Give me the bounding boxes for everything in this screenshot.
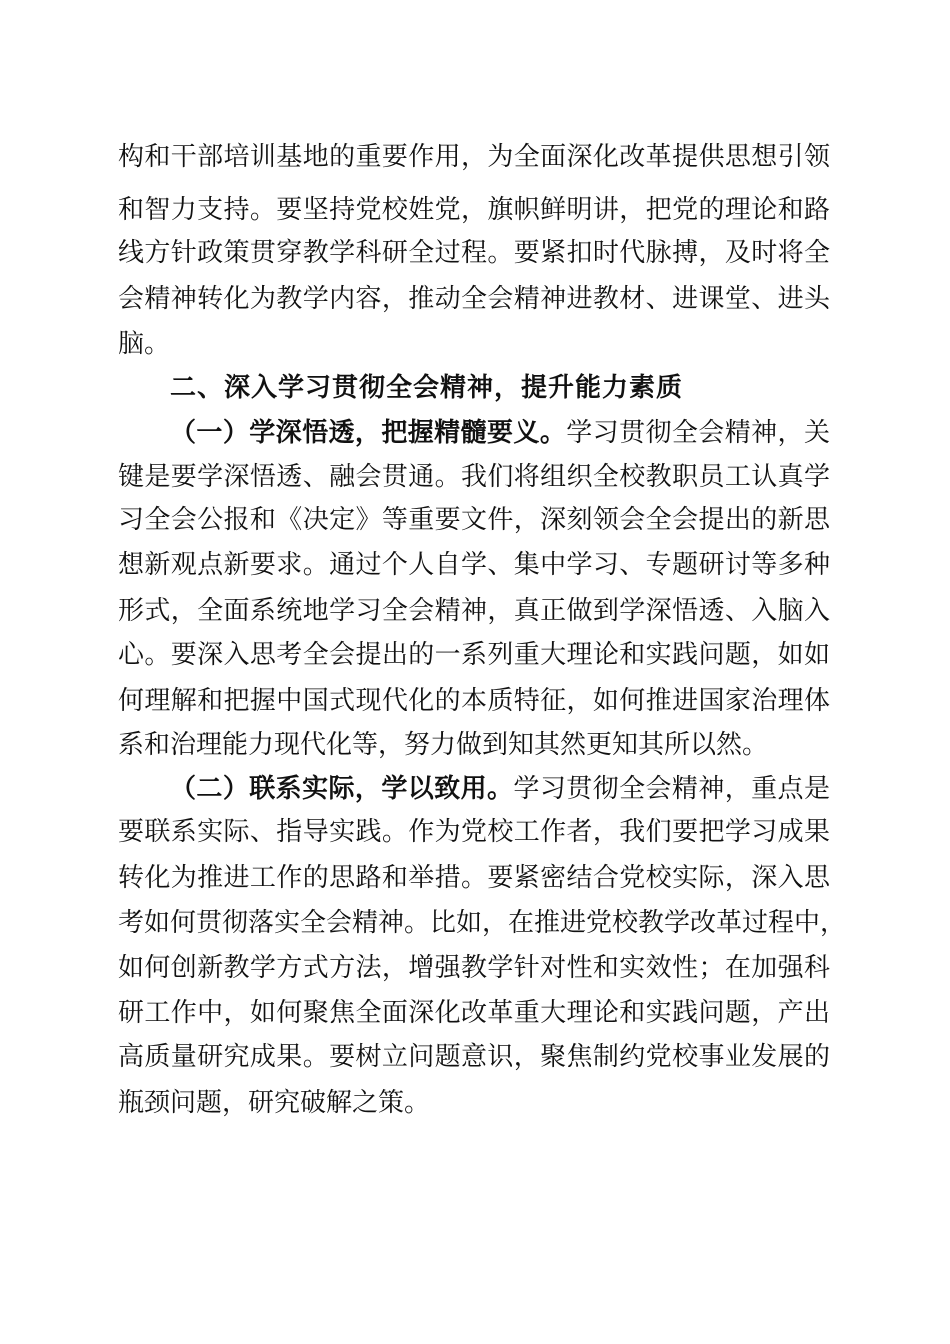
section-heading: 二、深入学习贯彻全会精神，提升能力素质 (170, 373, 684, 403)
body-text-line: 研工作中，如何聚焦全面深化改革重大理论和实践问题，产出 (118, 998, 830, 1028)
body-text-line: 会精神转化为教学内容，推动全会精神进教材、进课堂、进头 (118, 284, 830, 314)
paragraph-first-line (170, 418, 830, 448)
body-text-line: 何理解和把握中国式现代化的本质特征，如何推进国家治理体 (118, 686, 830, 716)
body-text-line: 习全会公报和《决定》等重要文件，深刻领会全会提出的新思 (118, 505, 830, 535)
body-text-line: 转化为推进工作的思路和举措。要紧密结合党校实际，深入思 (118, 863, 830, 893)
body-text-line: 构和干部培训基地的重要作用，为全面深化改革提供思想引领 (118, 142, 830, 172)
paragraph-first-line (170, 774, 830, 804)
body-text-line: 键是要学深悟透、融会贯通。我们将组织全校教职员工认真学 (118, 462, 830, 492)
paragraph-first-rest: 学习贯彻全会精神，关 (566, 418, 830, 448)
body-text-line: 心。要深入思考全会提出的一系列重大理论和实践问题，如如 (118, 640, 830, 670)
body-text-line: 脑。 (118, 329, 171, 359)
paragraph-lead: （二）联系实际，学以致用。 (170, 774, 514, 804)
body-text-line: 要联系实际、指导实践。作为党校工作者，我们要把学习成果 (118, 817, 830, 847)
body-text-line: 想新观点新要求。通过个人自学、集中学习、专题研讨等多种 (118, 550, 830, 580)
body-text-line: 和智力支持。要坚持党校姓党，旗帜鲜明讲，把党的理论和路 (118, 195, 830, 225)
body-text-line: 形式，全面系统地学习全会精神，真正做到学深悟透、入脑入 (118, 596, 830, 626)
paragraph-first-rest: 学习贯彻全会精神，重点是 (513, 774, 830, 804)
body-text-line: 考如何贯彻落实全会精神。比如，在推进党校教学改革过程中， (118, 908, 847, 938)
body-text-line: 瓶颈问题，研究破解之策。 (118, 1088, 431, 1118)
body-text-line: 高质量研究成果。要树立问题意识，聚焦制约党校事业发展的 (118, 1042, 830, 1072)
body-text-line: 如何创新教学方式方法，增强教学针对性和实效性；在加强科 (118, 953, 830, 983)
body-text-line: 线方针政策贯穿教学科研全过程。要紧扣时代脉搏，及时将全 (118, 238, 830, 268)
paragraph-lead: （一）学深悟透，把握精髓要义。 (170, 418, 567, 448)
body-text-line: 系和治理能力现代化等，努力做到知其然更知其所以然。 (118, 730, 769, 760)
